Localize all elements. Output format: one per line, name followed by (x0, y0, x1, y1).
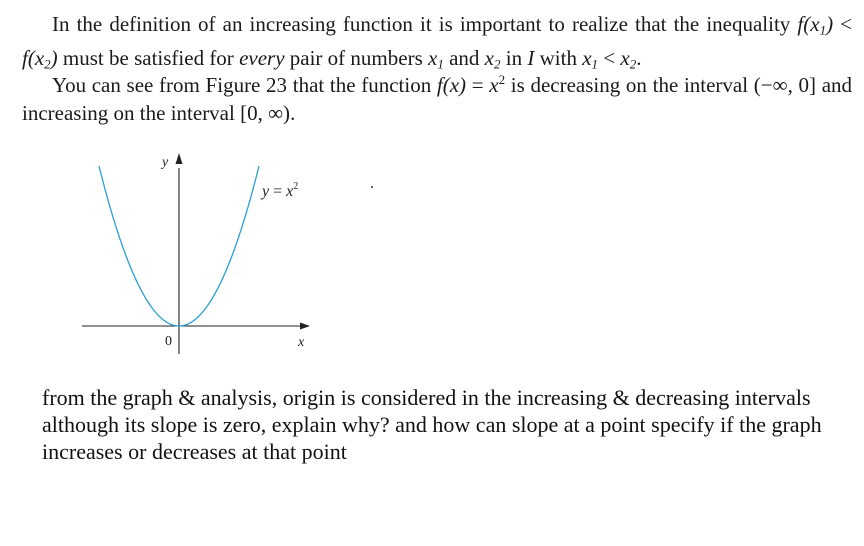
x2-text: x (484, 46, 494, 71)
math-f-x1 (797, 12, 833, 36)
subscript-1: 1 (819, 22, 827, 38)
parabola-figure (76, 148, 326, 358)
in-text: in (500, 46, 528, 71)
f-x2-text: f(x (22, 46, 45, 71)
textbook-paragraph-figure-ref (22, 66, 852, 127)
interval-increasing: [0, ∞) (240, 100, 291, 125)
x1-text: x (428, 46, 438, 71)
subscript-2: 2 (44, 56, 51, 72)
less-than: < (833, 12, 853, 36)
origin-label: 0 (165, 334, 172, 349)
y-axis-label: y (162, 155, 169, 170)
and-text: and (443, 46, 485, 71)
close-paren: ) (826, 12, 834, 36)
interval-I: I (527, 46, 535, 71)
para2-mid: is decreasing on the interval (505, 72, 749, 97)
parabola-graph (76, 148, 326, 358)
subscript-1: 1 (437, 56, 444, 72)
math-x: x (489, 72, 499, 97)
subscript-1: 1 (591, 56, 599, 72)
stray-dot (371, 186, 373, 188)
curve-label-exp: 2 (293, 181, 299, 192)
period: . (636, 46, 642, 71)
with-text: with (534, 46, 583, 71)
y-axis-arrow-icon (176, 153, 183, 164)
f-x1-text: f(x (797, 12, 820, 36)
curve-label-eq: = (269, 183, 287, 200)
curve-label (260, 181, 298, 200)
less-than: < (598, 46, 621, 71)
emphasis-every: every (239, 46, 285, 71)
para2-and-increasing: and increasing on the interval (22, 72, 853, 125)
math-fx: f(x) (436, 72, 467, 97)
para2-start: You can see from Figure 23 that the function (52, 72, 437, 97)
exponent-2: 2 (498, 72, 506, 87)
x-axis-label: x (298, 335, 305, 350)
period: . (290, 100, 296, 125)
x2b-text: x (620, 46, 630, 71)
curve-label-y: y (262, 183, 270, 200)
subscript-2: 2 (494, 56, 501, 72)
x1b-text: x (582, 46, 592, 71)
curve-label-x: x (286, 183, 294, 200)
para1-tail-b: pair of numbers (284, 46, 428, 71)
para1-line1: In the definition of an increasing function it is important to realize that the inequality (52, 12, 791, 36)
para1-tail-a: must be satisfied for (57, 46, 240, 71)
interval-decreasing: (−∞, 0] (753, 72, 817, 97)
close-paren: ) (50, 46, 58, 71)
x-axis-arrow-icon (300, 323, 310, 330)
subscript-2: 2 (629, 56, 637, 72)
question-text: from the graph & analysis, origin is considered in the increasing & decreasing intervals although its slope is zero, explain why? and how can slope at a point specify if the graph increases or decreases at that point (42, 385, 822, 464)
equals-sign: = (466, 72, 490, 97)
